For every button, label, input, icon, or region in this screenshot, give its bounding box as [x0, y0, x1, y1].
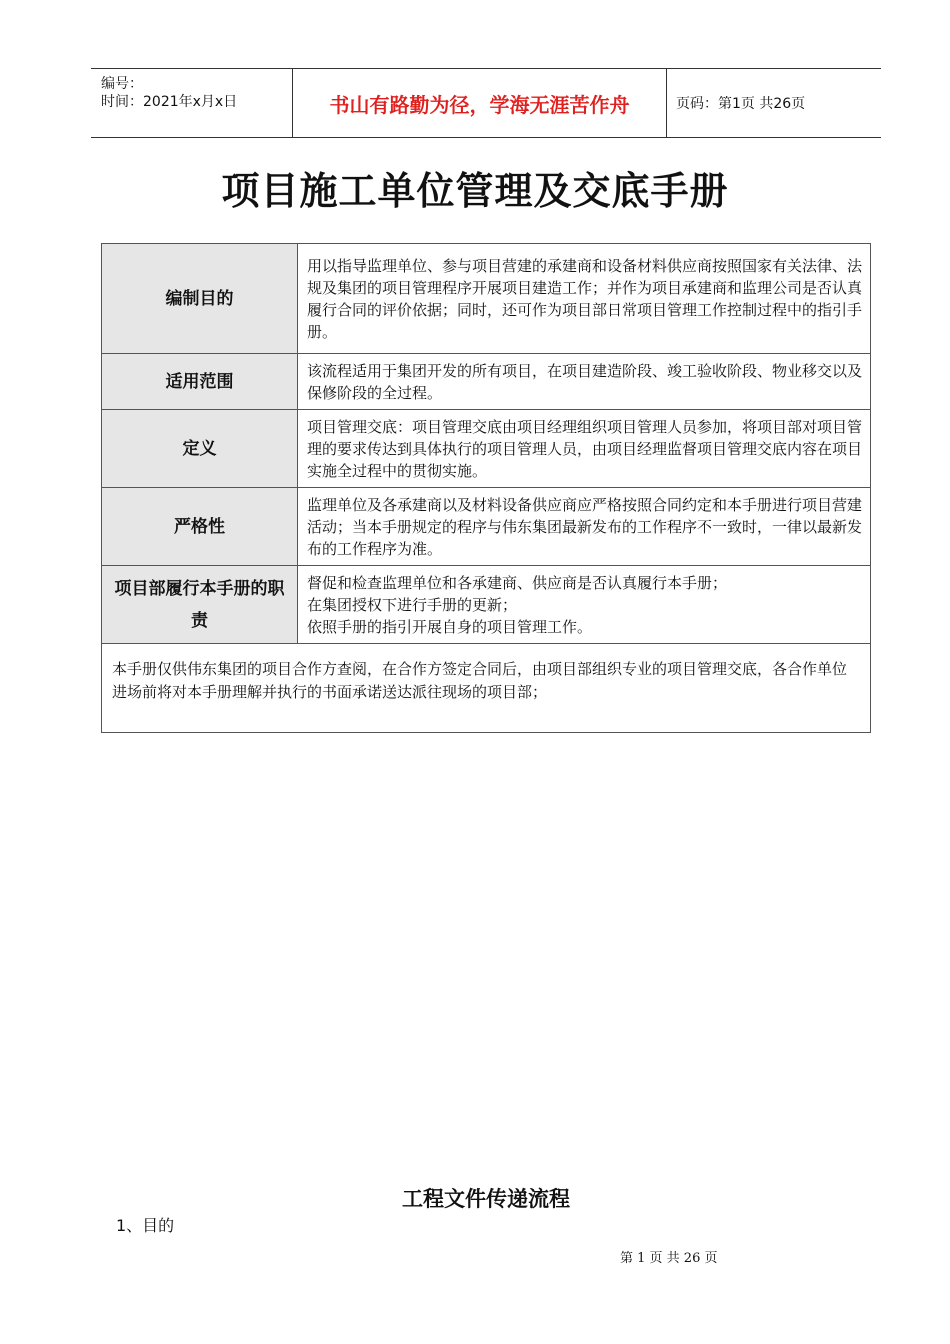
- table-row: [102, 244, 870, 354]
- header-page-number: 页码：第1页 共26页: [676, 96, 806, 112]
- section-item: 1、目的: [116, 1216, 175, 1235]
- row-text: 项目管理交底：项目管理交底由项目经理组织项目管理人员参加，将项目部对项目管理的要求传达到具体执行的项目管理人员，由项目经理监督项目管理交底内容在项目实施全过程中的贯彻实施。: [307, 417, 863, 480]
- section-title: 工程文件传递流程: [402, 1187, 570, 1211]
- header-divider: [666, 69, 667, 137]
- info-table: [101, 243, 871, 733]
- duty-line: 督促和检查监理单位和各承建商、供应商是否认真履行本手册；: [307, 573, 728, 592]
- page-header: [91, 68, 881, 138]
- table-row: [102, 410, 870, 488]
- row-label: 严格性: [102, 488, 298, 565]
- row-text: 该流程适用于集团开发的所有项目，在项目建造阶段、竣工验收阶段、物业移交以及保修阶段的全过程。: [307, 361, 863, 402]
- table-row: [102, 488, 870, 566]
- row-label: 项目部履行本手册的职责: [102, 566, 298, 643]
- row-text: 监理单位及各承建商以及材料设备供应商应严格按照合同约定和本手册进行项目营建活动；当本手册规定的程序与伟东集团最新发布的工作程序不一致时，一律以最新发布的工作程序为准。: [307, 495, 863, 558]
- row-label: 适用范围: [102, 354, 298, 409]
- duty-line: 在集团授权下进行手册的更新；: [307, 595, 518, 614]
- page-footer: 第 1 页 共 26 页: [620, 1251, 718, 1266]
- duty-line: 依照手册的指引开展自身的项目管理工作。: [307, 617, 593, 636]
- header-meta: [91, 69, 292, 137]
- table-row: [102, 354, 870, 410]
- row-text: [298, 566, 870, 643]
- row-text: 用以指导监理单位、参与项目营建的承建商和设备材料供应商按照国家有关法律、法规及集团的项目管理程序开展项目建造工作；并作为项目承建商和监理公司是否认真履行合同的评价依据；同时，还可作为项目部日常项目管理工作控制过程中的指引手册。: [307, 256, 863, 341]
- table-note: 本手册仅供伟东集团的项目合作方查阅，在合作方签定合同后，由项目部组织专业的项目管理交底，各合作单位进场前将对本手册理解并执行的书面承诺送达派往现场的项目部；: [112, 660, 848, 701]
- table-row: [102, 566, 870, 644]
- doc-time: 时间：2021年x月x日: [101, 94, 238, 110]
- row-label: 定义: [102, 410, 298, 487]
- document-title: 项目施工单位管理及交底手册: [221, 169, 729, 213]
- row-label: 编制目的: [102, 244, 298, 353]
- header-motto: 书山有路勤为径，学海无涯苦作舟: [329, 92, 630, 117]
- doc-number: 编号：: [101, 76, 143, 92]
